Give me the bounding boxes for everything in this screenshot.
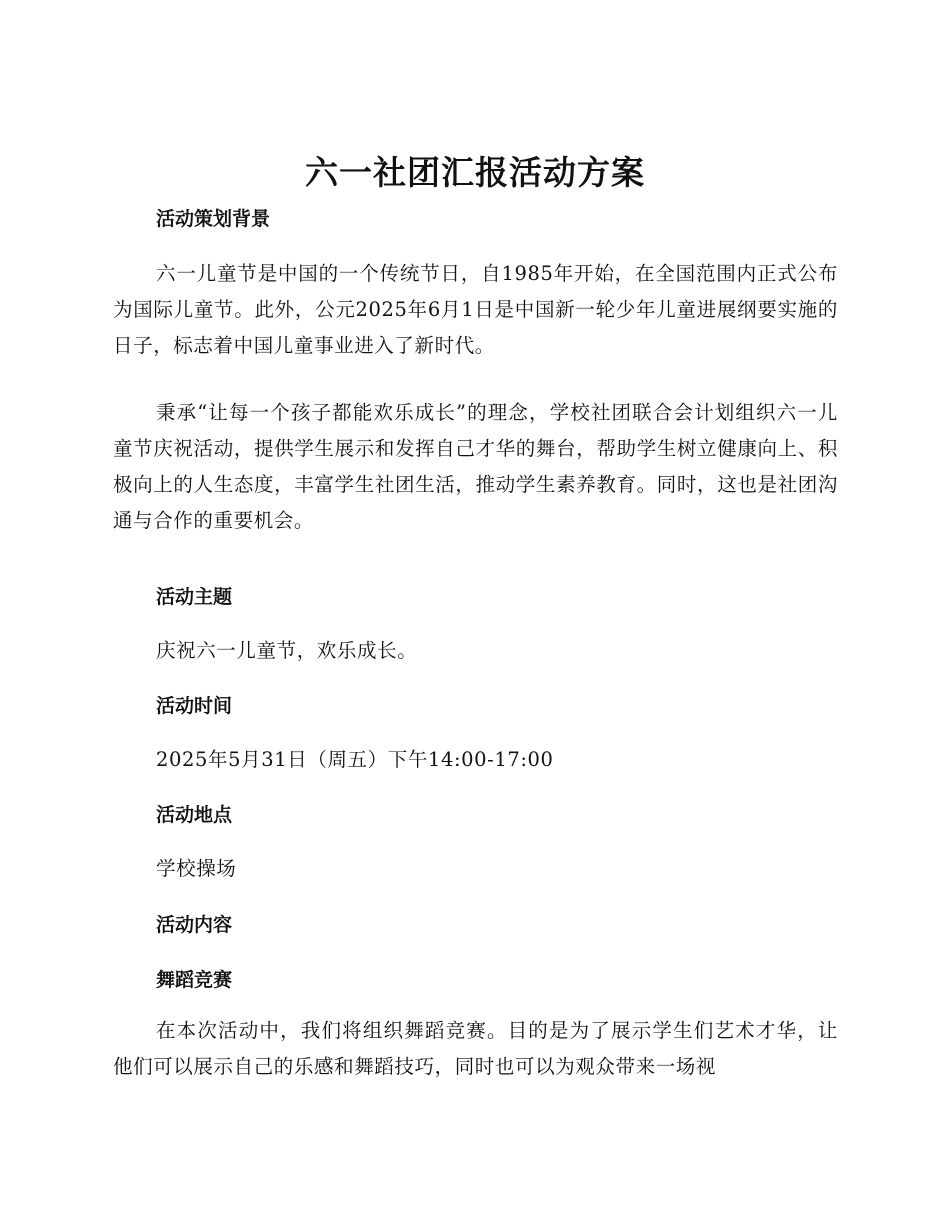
heading-location: 活动地点 (156, 804, 233, 826)
paragraph-dance: 在本次活动中，我们将组织舞蹈竞赛。目的是为了展示学生们艺术才华，让他们可以展示自己的乐感和舞蹈技巧，同时也可以为观众带来一场视 (113, 1019, 838, 1078)
heading-time: 活动时间 (156, 695, 233, 717)
heading-theme: 活动主题 (156, 586, 233, 608)
heading-background: 活动策划背景 (156, 208, 271, 230)
heading-dance: 舞蹈竞赛 (156, 969, 233, 991)
heading-content: 活动内容 (156, 914, 233, 936)
paragraph-background-2: 秉承“让每一个孩子都能欢乐成长”的理念，学校社团联合会计划组织六一儿童节庆祝活动，提供学生展示和发挥自己才华的舞台，帮助学生树立健康向上、积极向上的人生态度，丰富学生社团生活，推动学生素养教育。同时，这也是社团沟通与合作的重要机会。 (113, 401, 838, 532)
time-text: 2025年5月31日（周五）下午14:00-17:00 (156, 748, 554, 771)
location-text: 学校操场 (156, 857, 237, 880)
theme-text: 庆祝六一儿童节，欢乐成长。 (156, 639, 418, 662)
document-title: 六一社团汇报活动方案 (305, 153, 645, 192)
paragraph-background-1: 六一儿童节是中国的一个传统节日，自1985年开始，在全国范围内正式公布为国际儿童节。此外，公元2025年6月1日是中国新一轮少年儿童进展纲要实施的日子，标志着中国儿童事业进入了新时代。 (113, 262, 838, 357)
